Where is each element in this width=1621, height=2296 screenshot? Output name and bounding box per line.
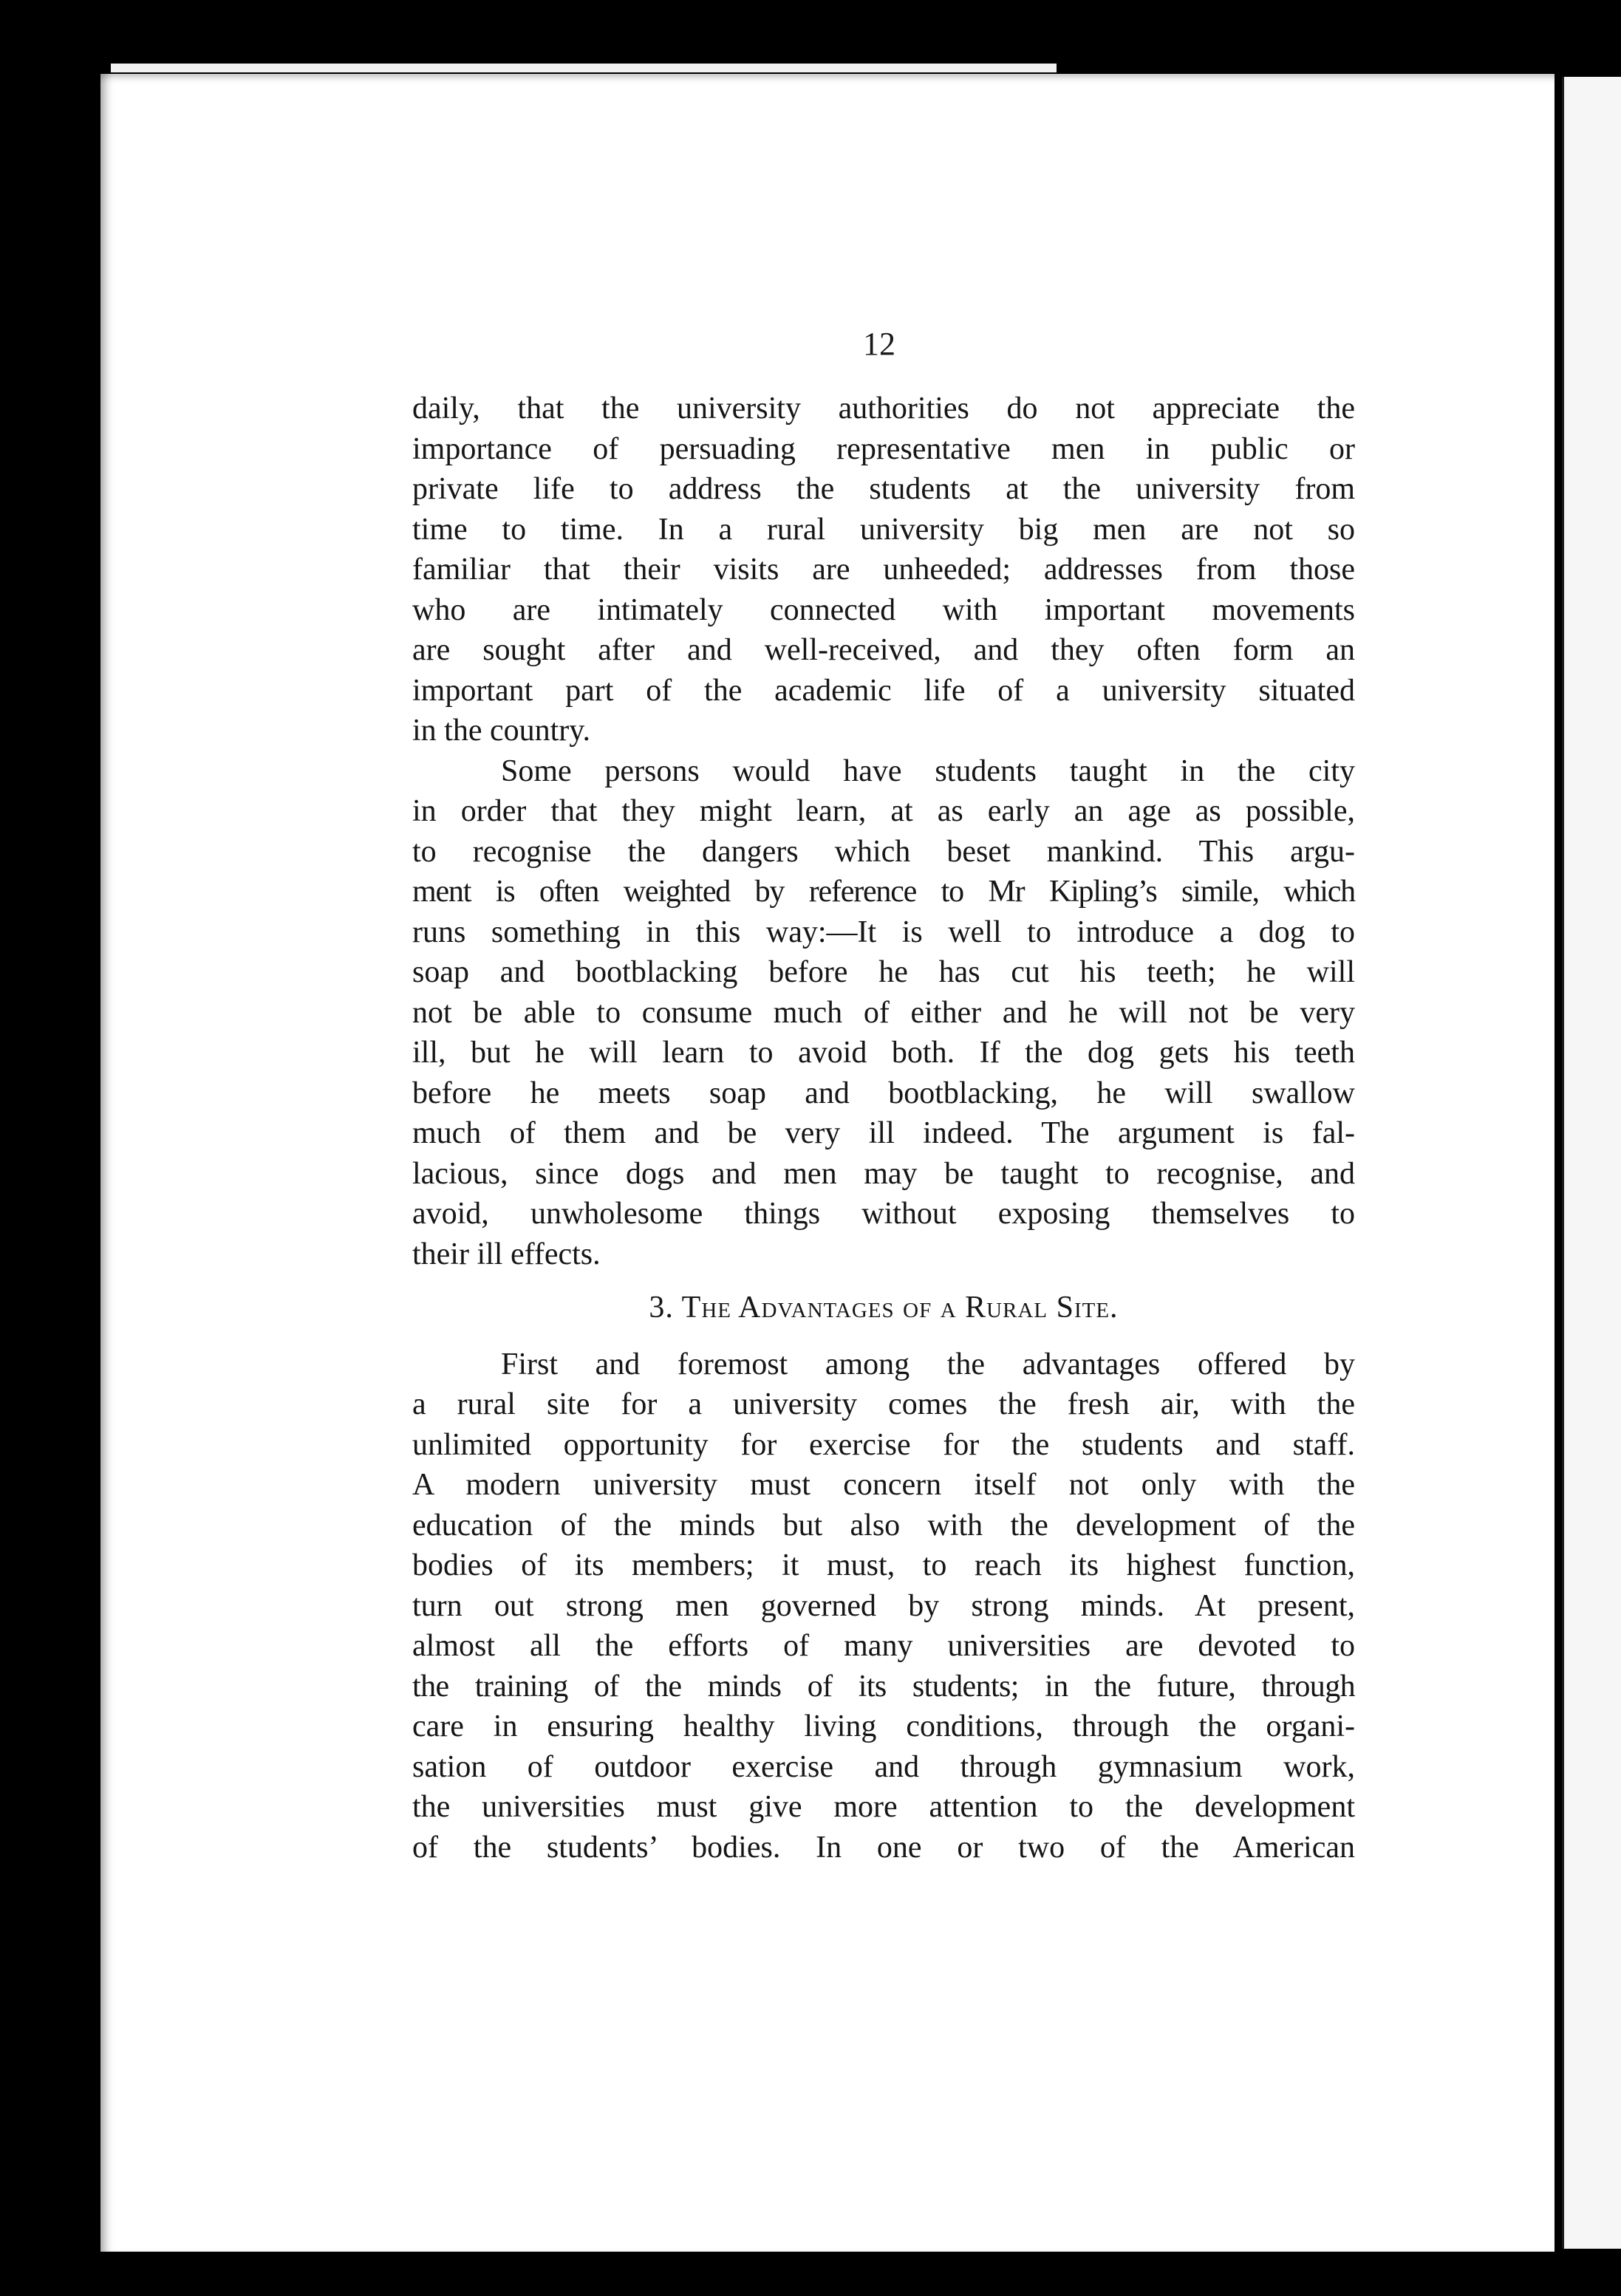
text-line: of the students’ bodies. In one or two of the American	[412, 1830, 1355, 1865]
text-line: A modern university must concern itself not only with the	[412, 1468, 1355, 1502]
text-line: ment is often weighted by reference to Mr Kipling’s simile, which	[412, 875, 1355, 909]
page-number: 12	[863, 326, 895, 362]
text-line: familiar that their visits are unheeded; addresses from those	[412, 553, 1355, 587]
text-line: care in ensuring healthy living conditions, through the organi-	[412, 1709, 1355, 1743]
text-line: almost all the efforts of many universities are devoted to	[412, 1629, 1355, 1663]
text-line: in the country.	[412, 714, 591, 748]
text-line: much of them and be very ill indeed. The argument is fal-	[412, 1116, 1355, 1150]
text-line: their ill effects.	[412, 1237, 601, 1271]
text-line: unlimited opportunity for exercise for the students and staff.	[412, 1427, 1355, 1462]
text-line: ill, but he will learn to avoid both. If the dog gets his teeth	[412, 1036, 1355, 1070]
section-heading: 3. The Advantages of a Rural Site.	[649, 1291, 1119, 1325]
text-line: not be able to consume much of either and he will not be very	[412, 995, 1355, 1030]
text-line: soap and bootblacking before he has cut his teeth; he will	[412, 955, 1355, 989]
facing-page-edge	[1562, 77, 1621, 2249]
text-line: runs something in this way:—It is well to introduce a dog to	[412, 915, 1355, 949]
text-line: important part of the academic life of a university situated	[412, 673, 1355, 708]
text-line: avoid, unwholesome things without exposing themselves to	[412, 1197, 1355, 1231]
text-line: the training of the minds of its students; in the future, through	[412, 1669, 1355, 1704]
text-line: lacious, since dogs and men may be taught to recognise, and	[412, 1156, 1355, 1191]
paragraph-2	[412, 751, 1355, 1275]
paragraph-3	[412, 1345, 1355, 1868]
text-line: turn out strong men governed by strong minds. At present,	[412, 1588, 1355, 1623]
text-line: time to time. In a rural university big men are not so	[412, 512, 1355, 547]
text-line: are sought after and well-received, and they often form an	[412, 633, 1355, 667]
text-line: daily, that the university authorities do not appreciate the	[412, 392, 1355, 426]
text-line: importance of persuading representative men in public or	[412, 431, 1355, 466]
text-line: the universities must give more attention to the development	[412, 1790, 1355, 1824]
text-line: before he meets soap and bootblacking, he will swallow	[412, 1076, 1355, 1110]
body-text	[412, 389, 1355, 1868]
text-line: in order that they might learn, at as early an age as possible,	[412, 794, 1355, 828]
text-line: First and foremost among the advantages offered by	[501, 1347, 1355, 1381]
page-top-edge	[111, 64, 1057, 72]
text-line: bodies of its members; it must, to reach its highest function,	[412, 1548, 1355, 1582]
text-line: sation of outdoor exercise and through gymnasium work,	[412, 1749, 1355, 1784]
text-line: a rural site for a university comes the fresh air, with the	[412, 1387, 1355, 1421]
text-line: who are intimately connected with important movements	[412, 592, 1355, 627]
text-line: Some persons would have students taught in the city	[501, 754, 1355, 788]
text-line: private life to address the students at the university from	[412, 472, 1355, 506]
paragraph-1	[412, 389, 1355, 751]
text-line: to recognise the dangers which beset mankind. This argu-	[412, 834, 1355, 869]
text-line: education of the minds but also with the development of the	[412, 1508, 1355, 1542]
